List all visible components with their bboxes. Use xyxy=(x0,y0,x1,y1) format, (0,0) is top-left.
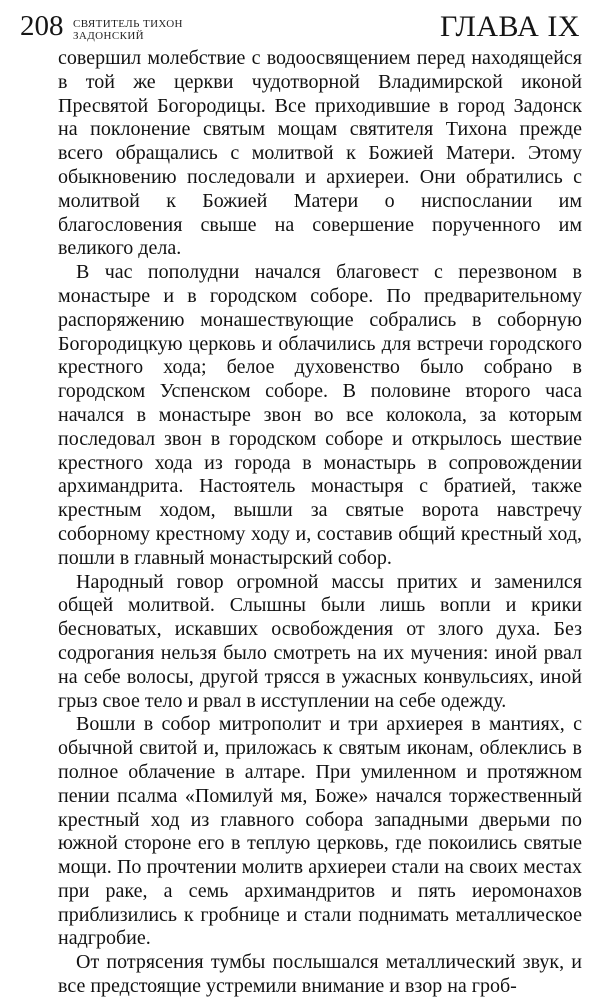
paragraph-3: Народный говор огромной массы притих и заменился общей молитвой. Слышны были лишь вопли и крики бесноватых, искавших освобождения от злого духа. Без содрогания нельзя было смотреть на их мучения: иной рвал на себе волосы, другой трясся в ужасных конвульсиях, иной грыз свое тело и рвал в исступлении на себе одежду. xyxy=(58,570,582,712)
page-header xyxy=(20,8,580,42)
chapter-title: ГЛАВА IX xyxy=(439,10,580,43)
body-text xyxy=(58,47,582,999)
paragraph-4: Вошли в собор митрополит и три архиерея в мантиях, с обычной свитой и, приложась к святым иконам, облеклись в полное облачение в алтаре. При умиленном и протяжном пении псалма «Помилуй мя, Боже» начался торжественный крестный ход из главного собора западными дверьми по южной стороне его в теплую церковь, где покоились святые мощи. По прочтении молитв архиереи стали на своих местах при раке, а семь архимандритов и пять иеромонахов приблизились к гробнице и стали поднимать металлическое надгробие. xyxy=(58,713,582,950)
running-head-line-1: СВЯТИТЕЛЬ ТИХОН xyxy=(73,18,183,30)
paragraph-5: От потрясения тумбы послышался металлический звук, и все предстоящие устремили внимание и взор на гроб- xyxy=(58,951,582,998)
paragraph-2: В час пополудни начался благовест с перезвоном в монастыре и в городском соборе. По предварительному распоряжению монашествующие собрались в соборную Богородицкую церковь и облачились для встречи городского крестного хода; белое духовенство было собрано в городском Успенском соборе. В половине второго часа начался в монастыре звон во все колокола, за которым последовал звон в городском соборе и открылось шествие крестного хода из города в монастырь в сопровождении архимандрита. Настоятель монастыря с братией, также крестным ходом, вышли за святые ворота навстречу соборному крестному ходу и, составив общий крестный ход, пошли в главный монастырский собор. xyxy=(58,261,582,569)
running-head xyxy=(73,18,183,42)
running-head-line-2: ЗАДОНСКИЙ xyxy=(73,30,145,42)
paragraph-1: совершил молебствие с водоосвящением перед находящейся в той же церкви чудотворной Владимирской иконой Пресвятой Богородицы. Все приходившие в город Задонск на поклонение святым мощам святителя Тихона прежде всего обращались с молитвой к Божией Матери. Этому обыкновению последовали и архиереи. Они обратились с молитвой к Божией Матери о ниспослании им благословения свыше на совершение порученного им великого дела. xyxy=(58,47,582,260)
page-number: 208 xyxy=(20,10,64,42)
